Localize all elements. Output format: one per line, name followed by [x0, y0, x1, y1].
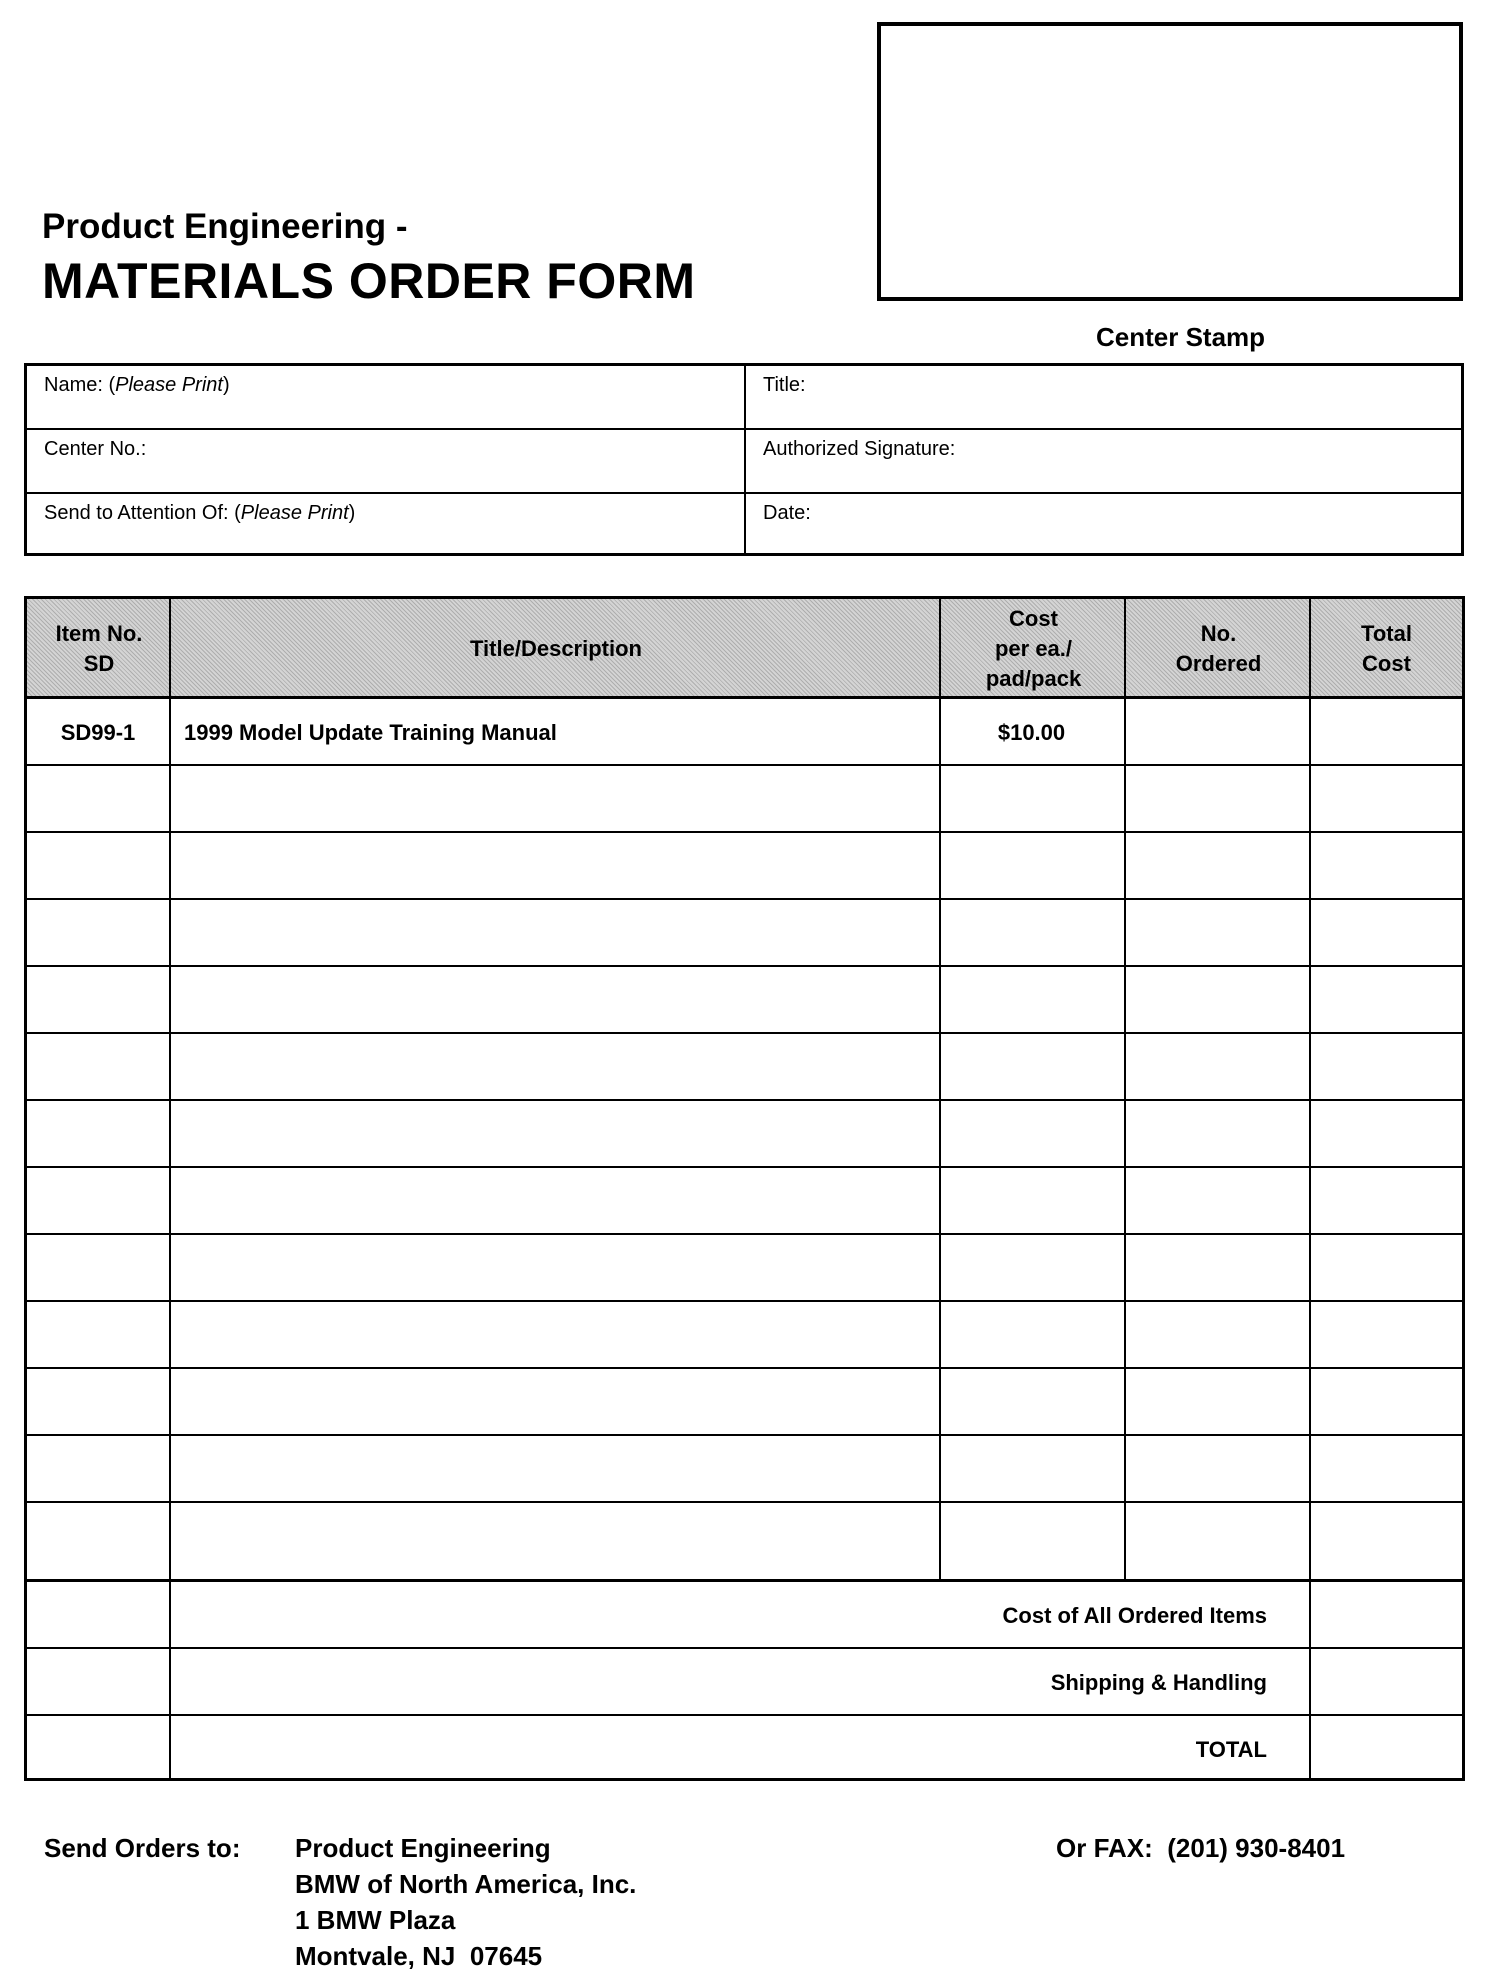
row-ordered-input[interactable] — [1126, 699, 1309, 766]
row-total-input[interactable] — [1311, 699, 1461, 766]
mailing-address — [295, 1830, 636, 1974]
row-description: 1999 Model Update Training Manual — [184, 719, 557, 745]
cost-all-items-row — [27, 1582, 1462, 1649]
total-row — [27, 1716, 1462, 1783]
table-row[interactable] — [27, 1503, 1462, 1582]
address-line-2: BMW of North America, Inc. — [295, 1869, 637, 1899]
authorized-signature-field[interactable]: Authorized Signature: — [763, 438, 956, 460]
attention-hint: Please Print — [240, 502, 349, 524]
center-no-field[interactable]: Center No.: — [44, 438, 147, 460]
total-label: TOTAL — [1195, 1736, 1267, 1762]
header-cost: Cost per ea./ pad/pack — [985, 606, 1082, 691]
shipping-row — [27, 1649, 1462, 1716]
info-row-name — [27, 366, 1461, 430]
address-line-3: 1 BMW Plaza — [295, 1905, 456, 1935]
cost-all-items-label: Cost of All Ordered Items — [1002, 1602, 1267, 1628]
form-subtitle: Product Engineering - — [42, 207, 408, 246]
name-field[interactable] — [44, 374, 230, 397]
info-grid — [24, 363, 1464, 556]
row-item-no: SD99-1 — [60, 719, 136, 745]
table-header — [27, 599, 1462, 699]
items-table — [24, 596, 1465, 1781]
header-total-cost: Total Cost — [1361, 621, 1412, 676]
center-stamp-box — [877, 22, 1463, 301]
row-cost: $10.00 — [997, 719, 1066, 745]
table-row[interactable] — [27, 967, 1462, 1034]
center-stamp-label: Center Stamp — [1096, 322, 1266, 352]
info-row-center — [27, 430, 1461, 494]
send-orders-label: Send Orders to: — [44, 1833, 241, 1863]
table-row[interactable] — [27, 833, 1462, 900]
table-row[interactable] — [27, 1034, 1462, 1101]
table-row[interactable] — [27, 1168, 1462, 1235]
table-row[interactable] — [27, 1369, 1462, 1436]
info-row-attention — [27, 494, 1461, 558]
attention-label: Send to Attention Of: ( — [44, 502, 241, 524]
header-description: Title/Description — [470, 636, 642, 661]
table-row[interactable] — [27, 1235, 1462, 1302]
name-close: ) — [222, 374, 230, 396]
table-row[interactable] — [27, 1302, 1462, 1369]
fax-number: Or FAX: (201) 930-8401 — [1056, 1833, 1346, 1863]
name-label: Name: ( — [44, 374, 116, 396]
date-field[interactable]: Date: — [763, 502, 811, 524]
attention-close: ) — [348, 502, 356, 524]
title-field[interactable]: Title: — [763, 374, 806, 396]
table-row[interactable] — [27, 900, 1462, 967]
address-line-1: Product Engineering — [295, 1833, 551, 1863]
table-row — [27, 699, 1462, 766]
attention-field[interactable] — [44, 502, 355, 525]
shipping-label: Shipping & Handling — [1050, 1669, 1267, 1695]
header-item-no: Item No. SD — [55, 621, 143, 676]
table-row[interactable] — [27, 1101, 1462, 1168]
form-title: MATERIALS ORDER FORM — [42, 253, 696, 309]
header-ordered: No. Ordered — [1175, 621, 1262, 676]
table-row[interactable] — [27, 766, 1462, 833]
table-row[interactable] — [27, 1436, 1462, 1503]
name-hint: Please Print — [115, 374, 223, 396]
address-line-4: Montvale, NJ 07645 — [295, 1941, 543, 1971]
